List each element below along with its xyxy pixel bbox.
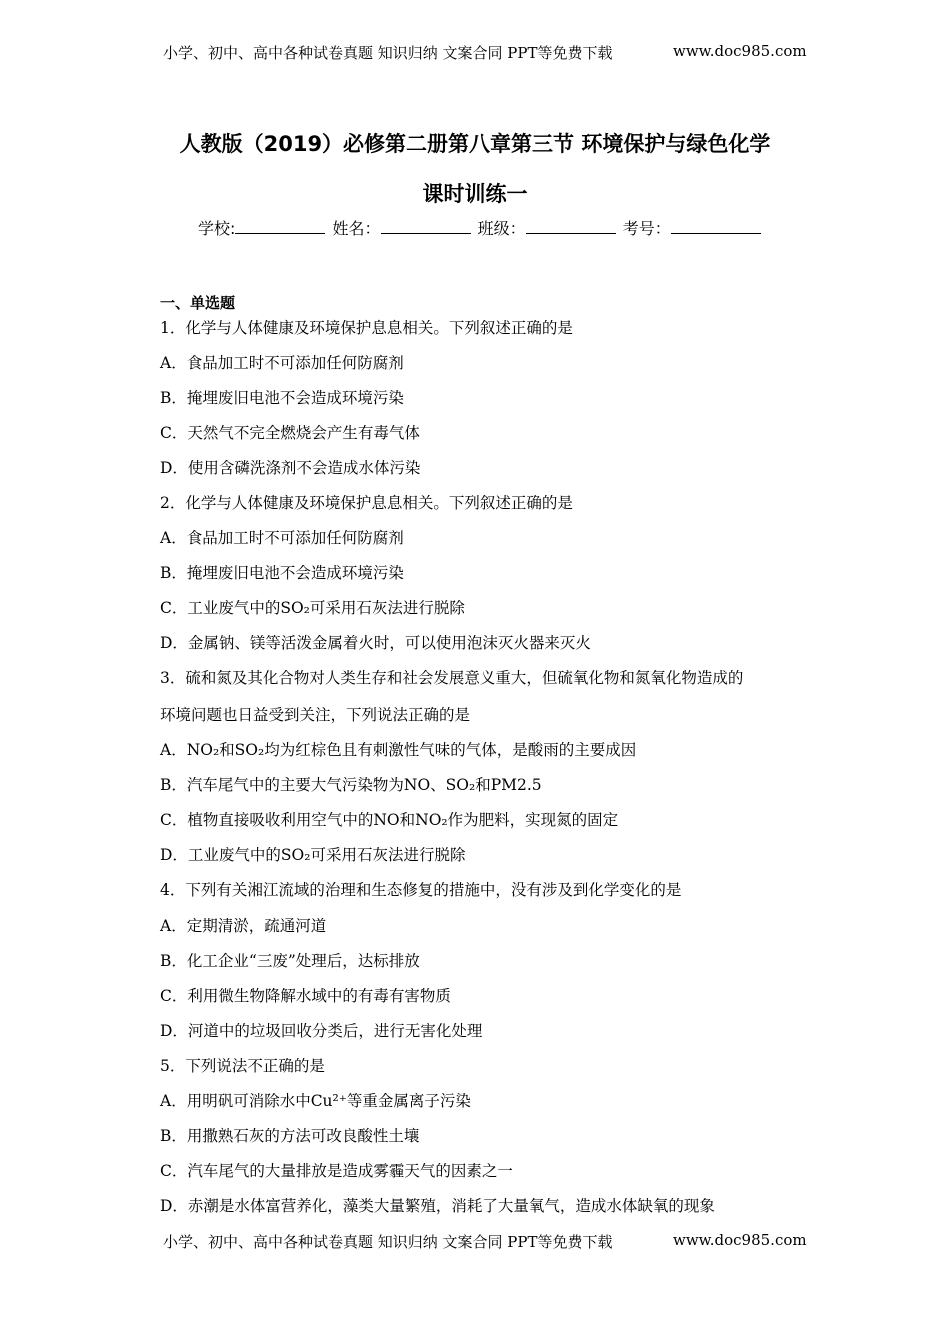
option-line: B．用撒熟石灰的方法可改良酸性土壤 (160, 1127, 420, 1145)
question-line: 1．化学与人体健康及环境保护息息相关。下列叙述正确的是 (160, 319, 573, 337)
class-blank (526, 219, 616, 234)
school-label: 学校: (198, 219, 236, 238)
option-line: C．利用微生物降解水域中的有毒有害物质 (160, 987, 451, 1005)
option-line: A．NO₂和SO₂均为红棕色且有刺激性气味的气体，是酸雨的主要成因 (160, 741, 637, 759)
name-label: 姓名： (332, 219, 381, 238)
footer-site: www.doc985.com (673, 1231, 807, 1249)
option-line: A．食品加工时不可添加任何防腐剂 (160, 354, 404, 372)
page-header (163, 42, 807, 63)
option-line: D．赤潮是水体富营养化，藻类大量繁殖，消耗了大量氧气，造成水体缺氧的现象 (160, 1197, 715, 1215)
option-line: D．使用含磷洗涤剂不会造成水体污染 (160, 459, 421, 477)
document-title: 人教版（2019）必修第二册第八章第三节 环境保护与绿色化学 (179, 132, 771, 156)
question-line: 3．硫和氮及其化合物对人类生存和社会发展意义重大，但硫氧化物和氮氧化物造成的 (160, 669, 744, 687)
name-blank (381, 219, 471, 234)
option-line: C．天然气不完全燃烧会产生有毒气体 (160, 424, 420, 442)
option-line: D．金属钠、镁等活泼金属着火时，可以使用泡沫灭火器来灭火 (160, 634, 591, 652)
header-text: 小学、初中、高中各种试卷真题 知识归纳 文案合同 PPT等免费下载 (163, 44, 613, 62)
option-line: D．河道中的垃圾回收分类后，进行无害化处理 (160, 1022, 483, 1040)
number-blank (671, 219, 761, 234)
footer-text: 小学、初中、高中各种试卷真题 知识归纳 文案合同 PPT等免费下载 (163, 1233, 613, 1251)
option-line: C．汽车尾气的大量排放是造成雾霾天气的因素之一 (160, 1162, 513, 1180)
option-line: B．化工企业“三废”处理后，达标排放 (160, 952, 420, 970)
class-label: 班级： (477, 219, 526, 238)
header-site: www.doc985.com (673, 42, 807, 60)
option-line: D．工业废气中的SO₂可采用石灰法进行脱除 (160, 846, 466, 864)
option-line: B．汽车尾气中的主要大气污染物为NO、SO₂和PM2.5 (160, 776, 542, 794)
question-line: 环境问题也日益受到关注，下列说法正确的是 (160, 706, 471, 724)
document-subtitle: 课时训练一 (422, 182, 528, 206)
page-footer (163, 1231, 807, 1252)
option-line: C．工业废气中的SO₂可采用石灰法进行脱除 (160, 599, 465, 617)
option-line: A．用明矾可消除水中Cu²⁺等重金属离子污染 (160, 1092, 471, 1110)
option-line: B．掩埋废旧电池不会造成环境污染 (160, 564, 404, 582)
question-line: 4．下列有关湘江流域的治理和生态修复的措施中，没有涉及到化学变化的是 (160, 881, 682, 899)
option-line: C．植物直接吸收利用空气中的NO和NO₂作为肥料，实现氮的固定 (160, 811, 619, 829)
question-line: 5．下列说法不正确的是 (160, 1057, 325, 1075)
number-label: 考号： (622, 219, 671, 238)
student-info-fields (198, 216, 763, 239)
section-heading: 一、单选题 (160, 294, 236, 312)
option-line: A．定期清淤，疏通河道 (160, 917, 327, 935)
question-line: 2．化学与人体健康及环境保护息息相关。下列叙述正确的是 (160, 494, 573, 512)
option-line: A．食品加工时不可添加任何防腐剂 (160, 529, 404, 547)
school-blank (235, 219, 325, 234)
option-line: B．掩埋废旧电池不会造成环境污染 (160, 389, 404, 407)
